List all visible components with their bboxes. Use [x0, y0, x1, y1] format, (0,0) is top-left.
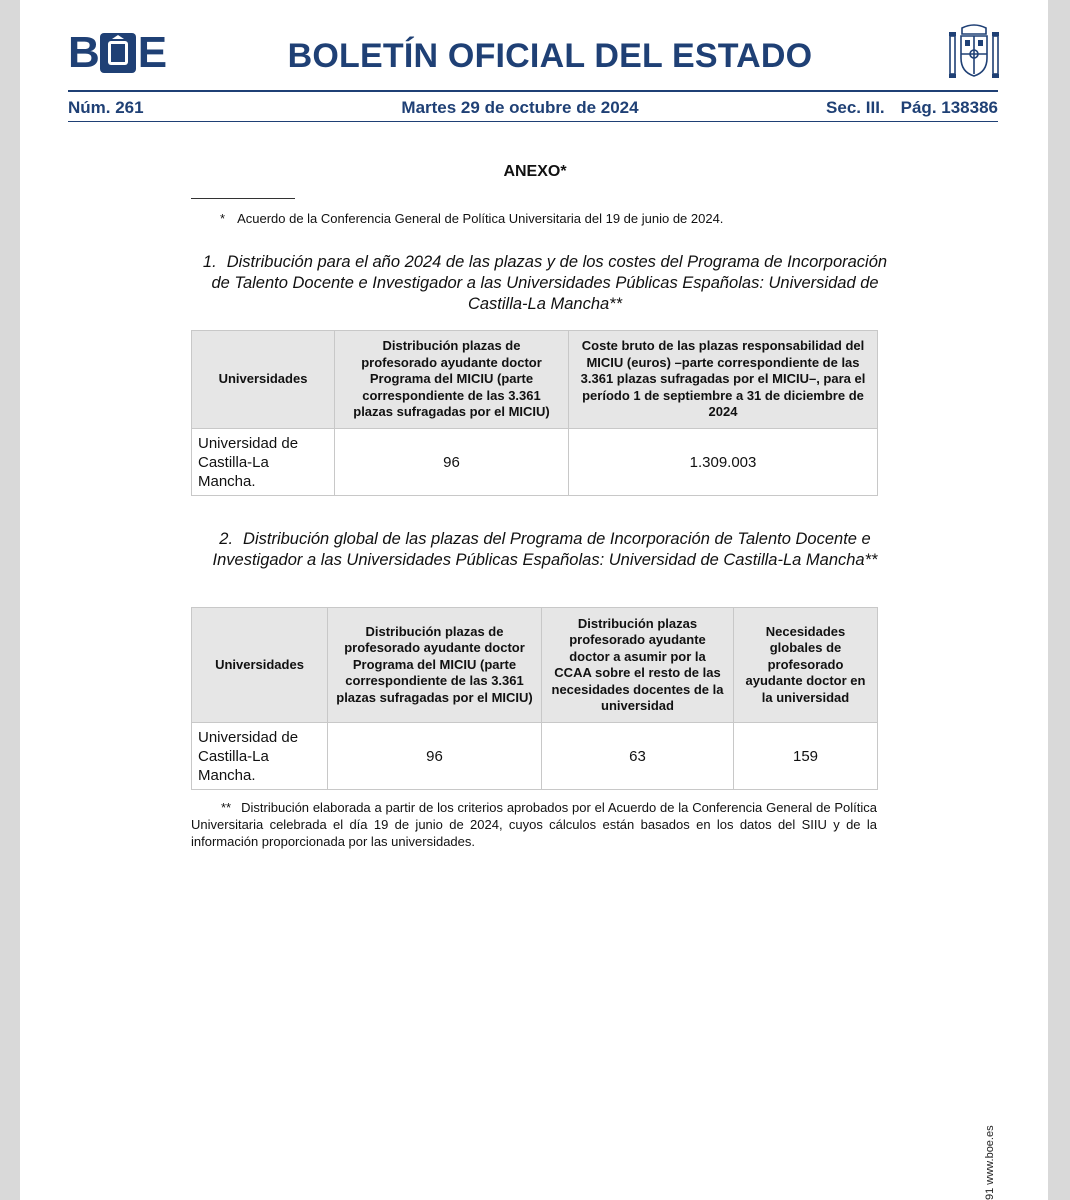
table-cell: 159 [734, 723, 878, 790]
table-header-row [192, 608, 878, 723]
section-2-heading-text: Distribución global de las plazas del Programa de Incorporación de Talento Docente e Investigador a las Universidades Públicas Españolas: Universidad de Castilla-La Mancha** [212, 530, 878, 569]
column-header: Coste bruto de las plazas responsabilidad del MICIU (euros) –parte correspondiente de las 3.361 plazas sufragadas por el MICIU–, para el período 1 de septiembre a 31 de diciembre de 2024 [569, 331, 878, 429]
section-2-number: 2. [219, 530, 234, 548]
footnote-rule [191, 198, 295, 199]
table-section-1 [191, 330, 878, 496]
boe-logo [68, 28, 173, 77]
section-1-heading [200, 252, 890, 315]
side-url: 91 www.boe.es [984, 1125, 996, 1200]
footnote-text: Distribución elaborada a partir de los criterios aprobados por el Acuerdo de la Conferencia General de Política Universitaria celebrada el día 19 de junio de 2024, cuyos cálculos están basados en los datos del SIIU y de la información proporcionada por las universidades. [191, 800, 877, 849]
footnote-marker: * [220, 211, 226, 226]
section-1-number: 1. [202, 253, 217, 271]
table-row [192, 723, 878, 790]
issue-date: Martes 29 de octubre de 2024 [401, 98, 639, 117]
column-header: Necesidades globales de profesorado ayudante doctor en la universidad [734, 608, 878, 723]
university-cell: Universidad de Castilla-La Mancha. [192, 429, 335, 496]
boe-logo-letter-b: B [68, 28, 98, 77]
page-title: BOLETÍN OFICIAL DEL ESTADO [287, 37, 813, 75]
table-cell: 63 [542, 723, 734, 790]
column-header: Universidades [192, 608, 328, 723]
table-footnote [191, 799, 877, 850]
table-cell: 96 [335, 429, 569, 496]
footnote-marker: ** [221, 800, 232, 815]
table-cell: 96 [328, 723, 542, 790]
section-2-heading [185, 529, 905, 571]
column-header: Distribución plazas de profesorado ayudante doctor Programa del MICIU (parte correspondiente de las 3.361 plazas sufragadas por el MICIU) [335, 331, 569, 429]
section-label: Sec. III. [826, 98, 885, 117]
table-cell: 1.309.003 [569, 429, 878, 496]
footnote-text: Acuerdo de la Conferencia General de Política Universitaria del 19 de junio de 2024. [237, 211, 724, 226]
column-header: Universidades [192, 331, 335, 429]
coat-of-arms-icon [946, 22, 1002, 80]
issue-number: Núm. 261 [68, 98, 144, 117]
boe-logo-letter-e: E [137, 28, 166, 77]
section-1-heading-text: Distribución para el año 2024 de las plazas y de los costes del Programa de Incorporación de Talento Docente e Investigador a las Universidades Públicas Españolas: Universidad de Castilla-La Mancha** [211, 253, 888, 313]
table-header-row [192, 331, 878, 429]
annex-title: ANEXO* [503, 163, 567, 180]
column-header: Distribución plazas de profesorado ayudante doctor Programa del MICIU (parte correspondiente de las 3.361 plazas sufragadas por el MICIU) [328, 608, 542, 723]
header-rule-bottom [68, 121, 998, 122]
table-row [192, 429, 878, 496]
column-header: Distribución plazas profesorado ayudante doctor a asumir por la CCAA sobre el resto de las necesidades docentes de la universidad [542, 608, 734, 723]
university-cell: Universidad de Castilla-La Mancha. [192, 723, 328, 790]
annex-footnote [220, 211, 723, 227]
document-page [20, 0, 1048, 1200]
section-and-page [810, 97, 998, 119]
header-rule [68, 90, 998, 92]
boe-logo-shield-icon [100, 33, 136, 73]
page-number: Pág. 138386 [900, 98, 998, 117]
table-section-2 [191, 607, 878, 790]
